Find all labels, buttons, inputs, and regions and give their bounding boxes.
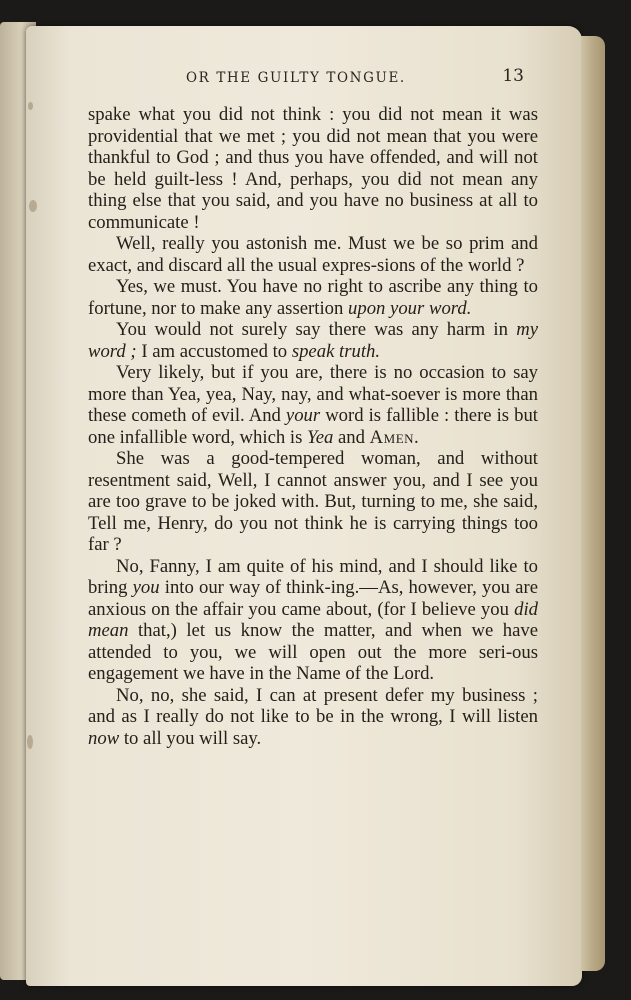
italic-text: upon your word. — [348, 297, 472, 319]
text-run: that,) let us know the matter, and when we have attended to you, we will open out the more seri-ous engagement we have in the Name of the Lord. — [88, 620, 538, 684]
paragraph — [88, 448, 538, 556]
italic-text: your — [285, 405, 321, 426]
page-number: 13 — [502, 66, 524, 86]
italic-text: speak truth. — [291, 340, 381, 362]
paragraph — [88, 276, 538, 319]
text-run: and — [333, 426, 370, 448]
italic-text: my word ; — [88, 319, 538, 362]
text-run: Yes, we must. You have no right to ascribe any thing to fortune, nor to make any assertion — [88, 276, 538, 319]
page-stack-edge — [581, 36, 605, 971]
text-run: to all you will say. — [119, 727, 262, 749]
text-run: No, Fanny, I am quite of his mind, and I should like to bring — [88, 555, 538, 598]
paragraph — [88, 685, 538, 750]
text-run: No, no, she said, I can at present defer my business ; and as I really do not like to be in the wrong, I will listen — [88, 684, 538, 727]
italic-text: now — [88, 727, 120, 749]
text-run: into our way of think-ing.—As, however, you are anxious on the affair you came about, (for I believe you — [88, 577, 538, 620]
text-run: word is fallible : there is but one infallible word, which is — [88, 405, 538, 448]
foxing-spot — [27, 735, 33, 749]
paragraph — [88, 104, 538, 233]
paragraph — [88, 319, 538, 362]
text-run: Very likely, but if you are, there is no occasion to say more than Yea, yea, Nay, nay, and what-soever is more than these cometh of evil. And — [88, 362, 538, 426]
text-run: She was a good-tempered woman, and without resentment said, Well, I cannot answer you, and I see you are too grave to be joked with. But, turning to me, she said, Tell me, Henry, do you not think he is carrying things too far ? — [88, 448, 538, 555]
foxing-spot — [29, 200, 37, 212]
text-run: You would not surely say there was any harm in — [116, 319, 517, 340]
paragraph — [88, 233, 538, 276]
paragraph — [88, 362, 538, 448]
running-header — [186, 66, 526, 90]
small-caps-text: Amen. — [369, 426, 420, 448]
italic-text: Yea — [307, 426, 334, 448]
running-title: OR THE GUILTY TONGUE. — [186, 70, 406, 86]
foxing-spot — [28, 102, 33, 110]
body-text — [88, 104, 538, 749]
text-run: Well, really you astonish me. Must we be so prim and exact, and discard all the usual expres-sions of the world ? — [88, 233, 538, 276]
text-run: I am accustomed to — [136, 340, 292, 362]
italic-text: did mean — [88, 598, 538, 641]
paragraph — [88, 556, 538, 685]
text-run: spake what you did not think : you did not mean it was providential that we met ; you did not mean that you were thankful to God ; and thus you have offended, and will not be held guilt-less ! And, perhaps, you did not mean any thing else that you said, and you have no business at all to communicate ! — [88, 104, 538, 233]
italic-text: you — [132, 577, 160, 598]
